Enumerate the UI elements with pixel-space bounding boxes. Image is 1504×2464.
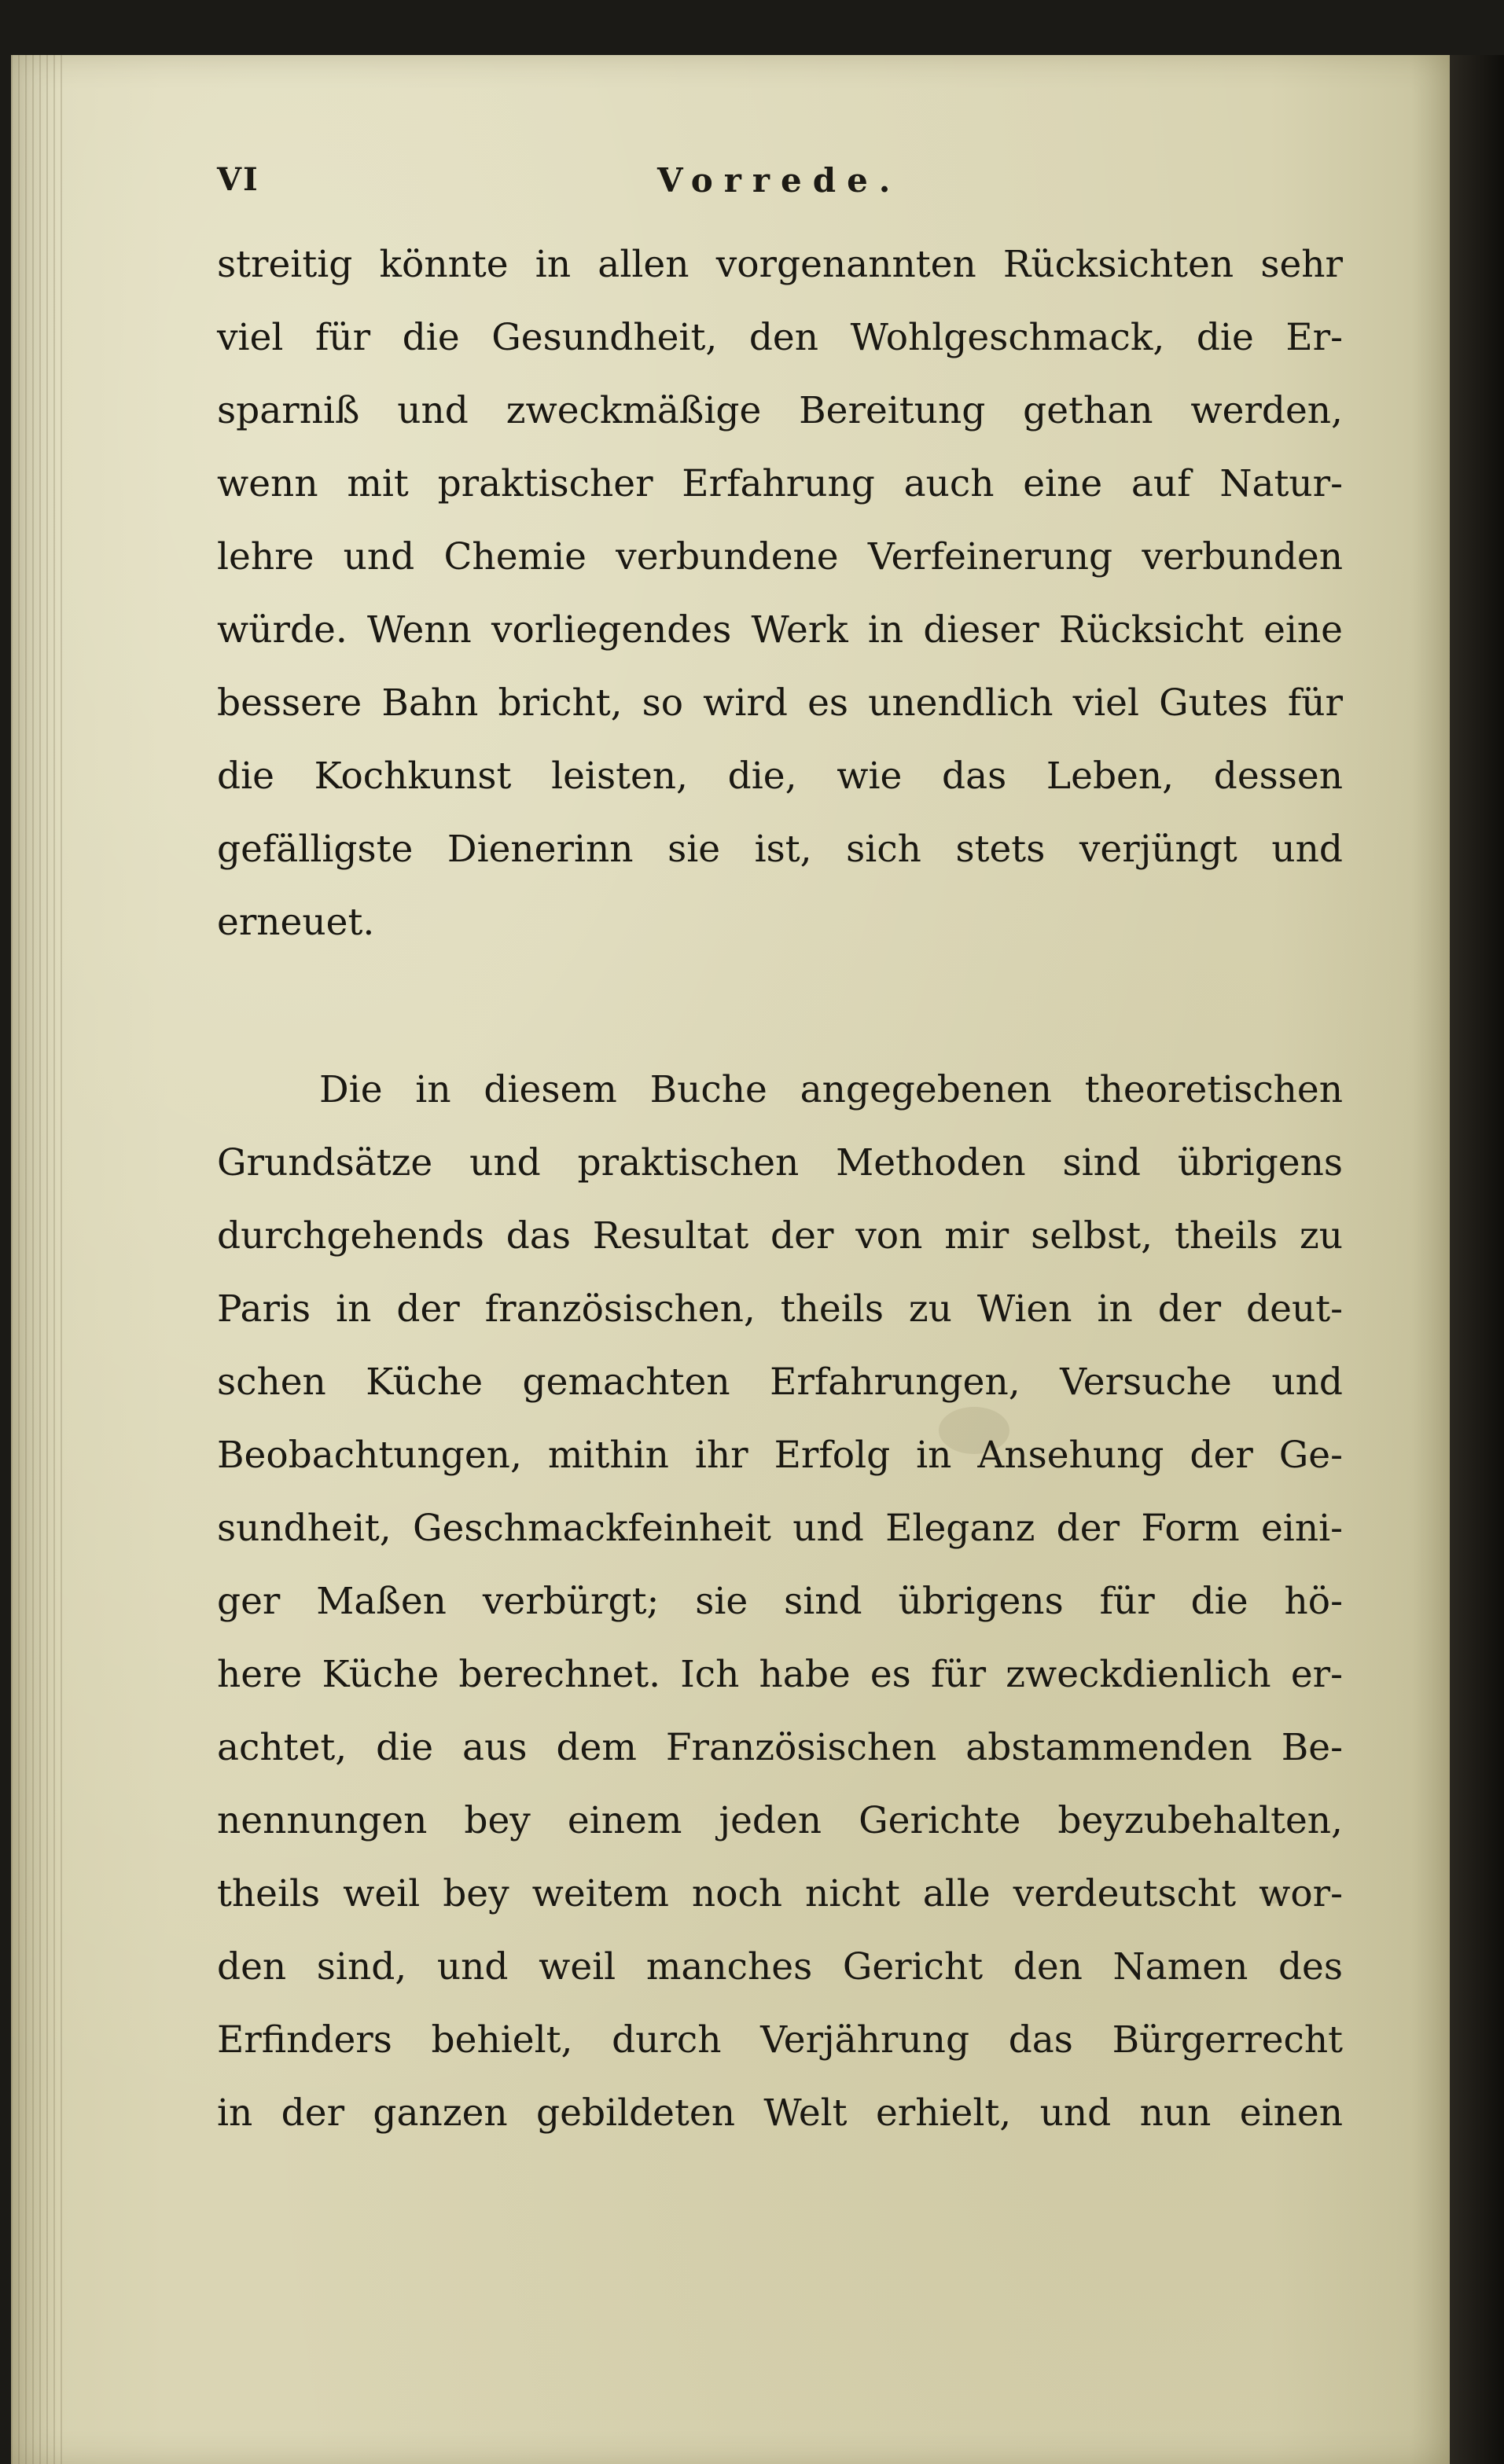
text-line: sparniß und zweckmäßige Bereitung gethan werden, xyxy=(217,389,1343,432)
text-line: Die in diesem Buche angegebenen theoretischen xyxy=(319,1068,1343,1111)
text-line: in der ganzen gebildeten Welt erhielt, und nun einen xyxy=(217,2091,1343,2135)
running-title: Vorrede. xyxy=(657,161,902,200)
text-line: here Küche berechnet. Ich habe es für zweckdienlich er- xyxy=(217,1653,1343,1696)
text-line: theils weil bey weitem noch nicht alle verdeutscht wor- xyxy=(217,1872,1343,1915)
text-line: schen Küche gemachten Erfahrungen, Versuche und xyxy=(217,1361,1343,1404)
text-line: Erfinders behielt, durch Verjährung das Bürgerrecht xyxy=(217,2018,1343,2062)
text-line: viel für die Gesundheit, den Wohlgeschmack, die Er- xyxy=(217,316,1343,359)
paragraph-2 xyxy=(217,1053,1343,2150)
text-line: durchgehends das Resultat der von mir selbst, theils zu xyxy=(217,1214,1343,1258)
book-binding-shadow xyxy=(1450,55,1504,2464)
text-line: erneuet. xyxy=(217,901,375,944)
text-line: Beobachtungen, mithin ihr Erfolg in Ansehung der Ge- xyxy=(217,1434,1343,1477)
text-line: bessere Bahn bricht, so wird es unendlich viel Gutes für xyxy=(217,681,1343,725)
text-line: lehre und Chemie verbundene Verfeinerung verbunden xyxy=(217,535,1343,578)
text-line: ger Maßen verbürgt; sie sind übrigens für die hö- xyxy=(217,1580,1343,1623)
text-line: nennungen bey einem jeden Gerichte beyzubehalten, xyxy=(217,1799,1343,1842)
page-number: VI xyxy=(217,161,259,198)
text-line: die Kochkunst leisten, die, wie das Leben, dessen xyxy=(217,755,1343,798)
text-line: streitig könnte in allen vorgenannten Rücksichten sehr xyxy=(217,243,1343,286)
page-edge-stack xyxy=(11,55,66,2464)
text-line: gefälligste Dienerinn sie ist, sich stets verjüngt und xyxy=(217,828,1343,871)
text-line: würde. Wenn vorliegendes Werk in dieser Rücksicht eine xyxy=(217,608,1343,652)
text-line: wenn mit praktischer Erfahrung auch eine auf Natur- xyxy=(217,462,1343,505)
page-header xyxy=(217,161,1343,208)
text-line: Grundsätze und praktischen Methoden sind übrigens xyxy=(217,1141,1343,1184)
text-line: sundheit, Geschmackfeinheit und Eleganz der Form eini- xyxy=(217,1507,1343,1550)
text-line: den sind, und weil manches Gericht den Namen des xyxy=(217,1945,1343,1988)
text-line: Paris in der französischen, theils zu Wien in der deut- xyxy=(217,1287,1343,1331)
paragraph-1 xyxy=(217,228,1343,959)
text-line: achtet, die aus dem Französischen abstammenden Be- xyxy=(217,1726,1343,1769)
